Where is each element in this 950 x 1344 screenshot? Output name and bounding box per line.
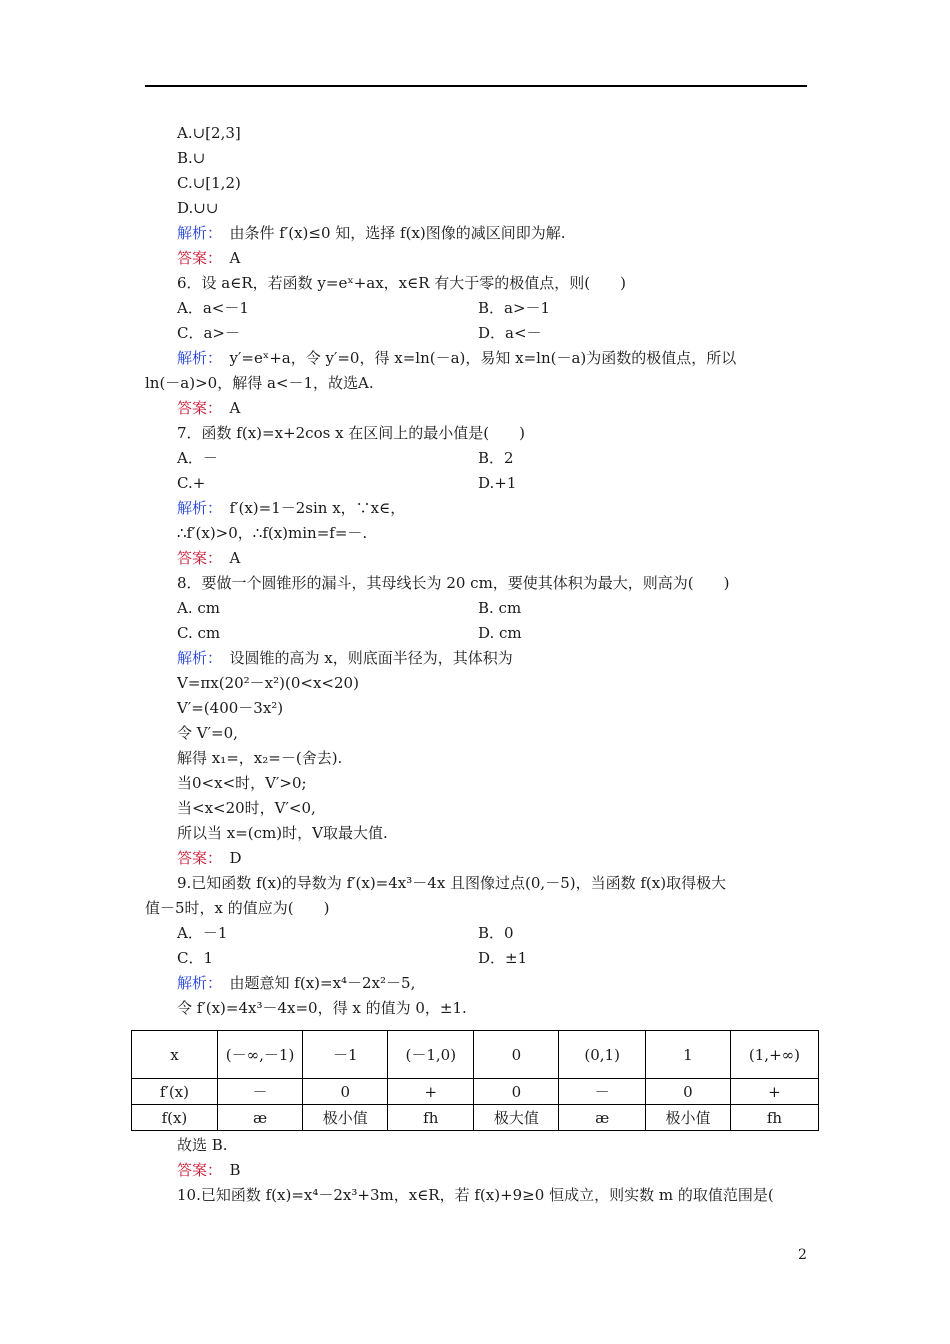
answer-label: 答案： — [177, 549, 215, 567]
line-text: A．－ — [177, 449, 218, 467]
text-line — [177, 1185, 774, 1205]
text-line — [177, 723, 238, 743]
line-text: 值－5时，x 的值应为( ) — [145, 899, 330, 917]
text-line — [177, 773, 307, 793]
table-cell: + — [388, 1079, 474, 1105]
text-line — [177, 323, 240, 343]
line-text: ∴f′(x)>0，∴f(x)min=f=－. — [177, 524, 368, 542]
line-text: A．－1 — [177, 924, 228, 942]
answer-label: 答案： — [177, 249, 215, 267]
text-line — [177, 423, 525, 443]
line-text: 令 V′=0, — [177, 724, 238, 742]
line-text: 由题意知 f(x)=x⁴－2x²－5, — [214, 974, 416, 992]
line-text: V′=(400－3x²) — [177, 699, 284, 717]
text-line — [177, 148, 205, 168]
line-text: 故选 B. — [177, 1136, 228, 1154]
line-text: C．1 — [177, 949, 214, 967]
analysis-label: 解析： — [177, 224, 215, 242]
line-text: A．a<－1 — [177, 299, 249, 317]
option-right: D.+1 — [478, 474, 517, 492]
answer-line — [177, 398, 240, 418]
line-text: 7．函数 f(x)=x+2cos x 在区间上的最小值是( ) — [177, 424, 525, 442]
option-right: B. cm — [478, 599, 522, 617]
analysis-label: 解析： — [177, 649, 215, 667]
analysis-label: 解析： — [177, 974, 215, 992]
table-cell: － — [217, 1079, 302, 1105]
option-right: D. cm — [478, 624, 522, 642]
table-cell: (0,1) — [559, 1031, 646, 1079]
table-cell: fh — [730, 1105, 818, 1131]
line-text: A — [214, 399, 241, 417]
line-text: 当<x<20时，V′<0, — [177, 799, 316, 817]
line-text: y′=eˣ+a，令 y′=0，得 x=ln(－a)，易知 x=ln(－a)为函数的极值点，所以 — [214, 349, 737, 367]
text-line — [177, 673, 359, 693]
line-text: D — [214, 849, 242, 867]
line-text: D.∪∪ — [177, 199, 219, 217]
table-row — [132, 1031, 819, 1079]
text-line — [177, 123, 241, 143]
line-text: 当0<x<时，V′>0; — [177, 774, 307, 792]
text-line — [145, 898, 329, 918]
line-text: 8．要做一个圆锥形的漏斗，其母线长为 20 cm，要使其体积为最大，则高为( ) — [177, 574, 730, 592]
answer-label: 答案： — [177, 1161, 215, 1179]
header-rule — [145, 85, 807, 87]
option-right: B．0 — [478, 924, 514, 942]
table-cell: － — [559, 1079, 646, 1105]
line-text: A — [214, 249, 241, 267]
line-text: A.∪[2,3] — [177, 124, 241, 142]
table-cell: (－∞,－1) — [217, 1031, 302, 1079]
table-cell: æ — [217, 1105, 302, 1131]
table-cell: 极大值 — [474, 1105, 559, 1131]
text-line — [177, 273, 626, 293]
answer-line — [177, 1160, 241, 1180]
line-text: B — [214, 1161, 241, 1179]
text-line — [177, 523, 367, 543]
text-line — [145, 373, 374, 393]
analysis-line — [177, 223, 566, 243]
text-line — [177, 473, 205, 493]
table-row — [132, 1079, 819, 1105]
table-cell: (－1,0) — [388, 1031, 474, 1079]
table-cell: 0 — [474, 1079, 559, 1105]
answer-label: 答案： — [177, 399, 215, 417]
text-line — [177, 948, 213, 968]
analysis-line — [177, 348, 736, 368]
line-text: 10.已知函数 f(x)=x⁴－2x³+3m，x∈R，若 f(x)+9≥0 恒成立，则实数 m 的取值范围是( — [177, 1186, 774, 1204]
page-number: 2 — [798, 1247, 807, 1263]
answer-line — [177, 848, 242, 868]
table-cell: 0 — [474, 1031, 559, 1079]
line-text: 9.已知函数 f(x)的导数为 f′(x)=4x³－4x 且图像过点(0,－5)，当函数 f(x)取得极大 — [177, 874, 727, 892]
text-line — [177, 823, 388, 843]
text-line — [177, 748, 342, 768]
table-cell: f(x) — [132, 1105, 218, 1131]
text-line — [177, 198, 218, 218]
line-text: 解得 x₁=，x₂=－(舍去). — [177, 749, 343, 767]
text-line — [177, 623, 220, 643]
answer-line — [177, 548, 240, 568]
option-right: B．2 — [478, 449, 514, 467]
line-text: 设圆锥的高为 x，则底面半径为，其体积为 — [214, 649, 513, 667]
line-text: C.+ — [177, 474, 206, 492]
line-text: C. cm — [177, 624, 221, 642]
option-right: D．a<－ — [478, 324, 542, 342]
line-text: A. cm — [177, 599, 220, 617]
table-cell: 极小值 — [303, 1105, 388, 1131]
text-line — [177, 1135, 228, 1155]
analysis-line — [177, 973, 415, 993]
table-cell: æ — [559, 1105, 646, 1131]
answer-label: 答案： — [177, 849, 215, 867]
line-text: ln(－a)>0，解得 a<－1，故选A. — [145, 374, 374, 392]
analysis-label: 解析： — [177, 349, 215, 367]
line-text: 6．设 a∈R，若函数 y=eˣ+ax，x∈R 有大于零的极值点，则( ) — [177, 274, 626, 292]
line-text: A — [214, 549, 241, 567]
text-line — [177, 298, 249, 318]
answer-line — [177, 248, 240, 268]
analysis-line — [177, 648, 513, 668]
line-text: 所以当 x=(cm)时，V取最大值. — [177, 824, 388, 842]
table-cell: 极小值 — [645, 1105, 730, 1131]
option-right: D．±1 — [478, 949, 528, 967]
text-line — [177, 923, 227, 943]
table-cell: (1,+∞) — [730, 1031, 818, 1079]
table-cell: x — [132, 1031, 218, 1079]
text-line — [177, 798, 316, 818]
line-text: B.∪ — [177, 149, 206, 167]
table-cell: －1 — [303, 1031, 388, 1079]
line-text: 由条件 f′(x)≤0 知，选择 f(x)图像的减区间即为解. — [214, 224, 566, 242]
line-text: V=πx(20²－x²)(0<x<20) — [177, 674, 359, 692]
analysis-label: 解析： — [177, 499, 215, 517]
line-text: f′(x)=1－2sin x，∵x∈， — [214, 499, 406, 517]
text-line — [177, 698, 283, 718]
option-right: B．a>－1 — [478, 299, 551, 317]
line-text: C.∪[1,2) — [177, 174, 241, 192]
table-cell: 0 — [303, 1079, 388, 1105]
text-line — [177, 448, 218, 468]
table-cell: + — [730, 1079, 818, 1105]
analysis-line — [177, 498, 405, 518]
table-cell: fh — [388, 1105, 474, 1131]
table-cell: 0 — [645, 1079, 730, 1105]
text-line — [177, 873, 726, 893]
table-cell: f′(x) — [132, 1079, 218, 1105]
text-line — [177, 598, 220, 618]
table-row — [132, 1105, 819, 1131]
line-text: 令 f′(x)=4x³－4x=0，得 x 的值为 0，±1. — [177, 999, 467, 1017]
table-cell: 1 — [645, 1031, 730, 1079]
derivative-sign-table — [131, 1030, 819, 1131]
text-line — [177, 173, 241, 193]
text-line — [177, 573, 730, 593]
text-line — [177, 998, 467, 1018]
line-text: C．a>－ — [177, 324, 240, 342]
